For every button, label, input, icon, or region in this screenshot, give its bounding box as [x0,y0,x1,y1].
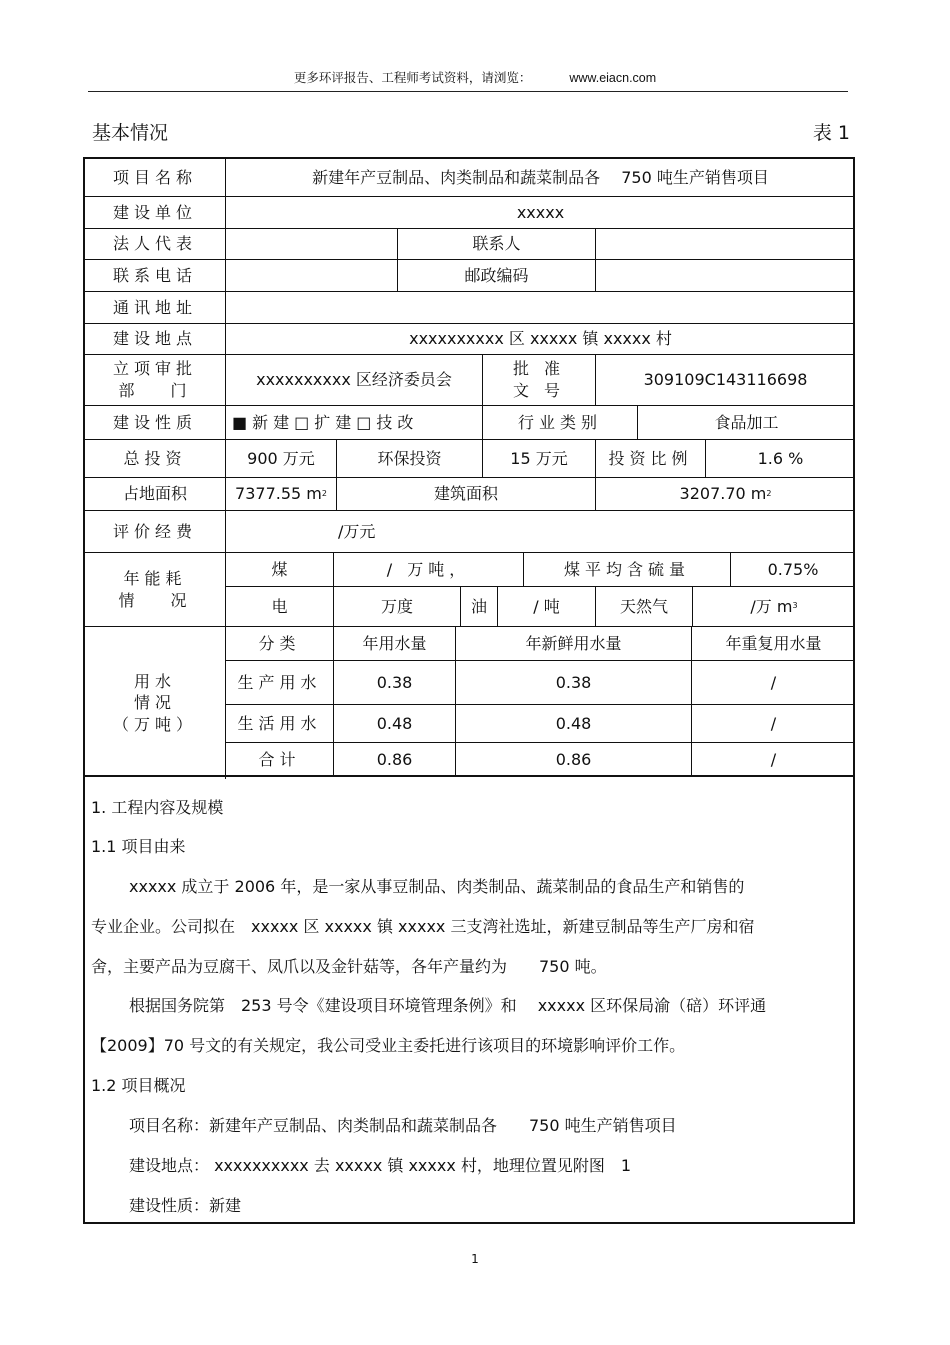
page-number: 1 [471,1252,479,1266]
builder-label: 建设单位 [85,197,226,229]
gas-value [693,587,855,627]
cube-superscript: 3 [792,601,798,611]
approval-no-label: 批 准 文 号 [483,355,596,406]
paragraph-line: xxxxx 成立于 2006 年，是一家从事豆制品、肉类制品、蔬菜制品的食品生产和销售的 [129,877,745,896]
paragraph-line: 【2009】70 号文的有关规定，我公司受业主委托进行该项目的环境影响评价工作。 [91,1036,686,1055]
ratio-value: 1.6 % [706,440,855,478]
project-name-label: 项目名称 [85,159,226,197]
water-row-reuse: / [692,661,855,705]
water-row-type: 合计 [226,743,334,777]
sulfur-label: 煤平均含硫量 [524,553,731,587]
industry-value: 食品加工 [638,406,855,440]
project-name-value: 新建年产豆制品、肉类制品和蔬菜制品各 750 吨生产销售项目 [226,159,855,197]
water-row-reuse: / [770,750,777,770]
env-invest-value: 15 万元 [483,440,596,478]
table-number: 表 1 [812,122,850,144]
coal-label: 煤 [226,553,334,587]
water-row-annual: 0.48 [334,705,456,743]
square-superscript: 2 [321,488,327,498]
overview-line: 建设性质：新建 [129,1196,242,1215]
heading-1-2: 1.2 项目概况 [91,1076,186,1095]
phone-value [226,260,398,292]
overview-line: 建设地点： xxxxxxxxxx 去 xxxxx 镇 xxxxx 村，地理位置见附图 1 [129,1156,632,1175]
paragraph-line: 根据国务院第 253 号令《建设项目环境管理条例》和 xxxxx 区环保局渝（碚）环评通 [129,996,767,1015]
approval-dept-label: 立项审批 部 门 [85,355,226,406]
col-reuse-header: 年重复用水量 [692,627,855,661]
oil-value: / 吨 [498,587,596,627]
water-row-type: 生产用水 [226,661,334,705]
heading-1: 1. 工程内容及规模 [91,798,224,817]
water-row-fresh: 0.48 [456,705,692,743]
energy-label: 年能耗 情 况 [85,553,226,627]
nature-value: ■新建□扩建□技改 [226,406,483,440]
water-row-annual: 0.86 [334,743,456,777]
header-url[interactable]: www.eiacn.com [569,71,657,85]
coal-value: / 万吨， [334,553,524,587]
investment-label: 总投资 [85,440,226,478]
water-row-type: 生活用水 [226,705,334,743]
header-rule [88,91,848,92]
land-area-value [226,478,337,511]
water-row-reuse: / [692,705,855,743]
eval-cost-value: /万元 [226,511,855,553]
sulfur-value: 0.75% [731,553,855,587]
overview-line: 项目名称：新建年产豆制品、肉类制品和蔬菜制品各 750 吨生产销售项目 [129,1116,677,1135]
industry-label: 行业类别 [483,406,638,440]
ratio-label: 投资比例 [596,440,706,478]
address-label: 通讯地址 [85,292,226,324]
building-area-label: 建筑面积 [337,478,596,511]
col-type-header: 分类 [226,627,334,661]
address-value [226,292,855,324]
land-area-number: 7377.55 m [235,484,322,504]
water-row-annual: 0.38 [334,661,456,705]
water-row-fresh: 0.38 [456,661,692,705]
gas-label: 天然气 [596,587,693,627]
legal-rep-label: 法人代表 [85,229,226,260]
building-area-number: 3207.70 m [679,484,767,504]
elec-value: 万度 [334,587,461,627]
phone-label: 联系电话 [85,260,226,292]
building-area-value [596,478,855,511]
page-title: 基本情况 [92,122,169,144]
oil-label: 油 [461,587,498,627]
land-area-label: 占地面积 [85,478,226,511]
nature-label: 建设性质 [85,406,226,440]
heading-1-1: 1.1 项目由来 [91,837,186,856]
site-value: xxxxxxxxxx 区 xxxxx 镇 xxxxx 村 [226,324,855,355]
water-label: 用水 情况 （万吨） [85,627,226,779]
eval-cost-label: 评价经费 [85,511,226,553]
project-description-box [83,776,855,1224]
contact-value [596,229,855,260]
gas-number: /万 m [750,596,793,616]
elec-label: 电 [226,587,334,627]
contact-label: 联系人 [398,229,596,260]
basic-info-table [83,157,855,777]
paragraph-line: 专业企业。公司拟在 xxxxx 区 xxxxx 镇 xxxxx 三支湾社选址，新建豆制品等生产厂房和宿 [91,917,755,936]
approval-no-value: 309109C143116698 [596,355,855,406]
paragraph-line: 舍，主要产品为豆腐干、凤爪以及金针菇等，各年产量约为 750 吨。 [91,957,607,976]
site-label: 建设地点 [85,324,226,355]
legal-rep-value [226,229,398,260]
header-text: 更多环评报告、工程师考试资料，请浏览： [293,70,532,85]
builder-value: xxxxx [226,197,855,229]
page-header [0,68,950,86]
square-superscript: 2 [766,488,772,498]
approval-dept-value: xxxxxxxxxx 区经济委员会 [226,355,483,406]
postcode-label: 邮政编码 [398,260,596,292]
postcode-value [596,260,855,292]
water-row-fresh: 0.86 [456,743,692,777]
col-annual-header: 年用水量 [334,627,456,661]
col-fresh-header: 年新鲜用水量 [456,627,692,661]
investment-value: 900 万元 [226,440,337,478]
env-invest-label: 环保投资 [337,440,483,478]
